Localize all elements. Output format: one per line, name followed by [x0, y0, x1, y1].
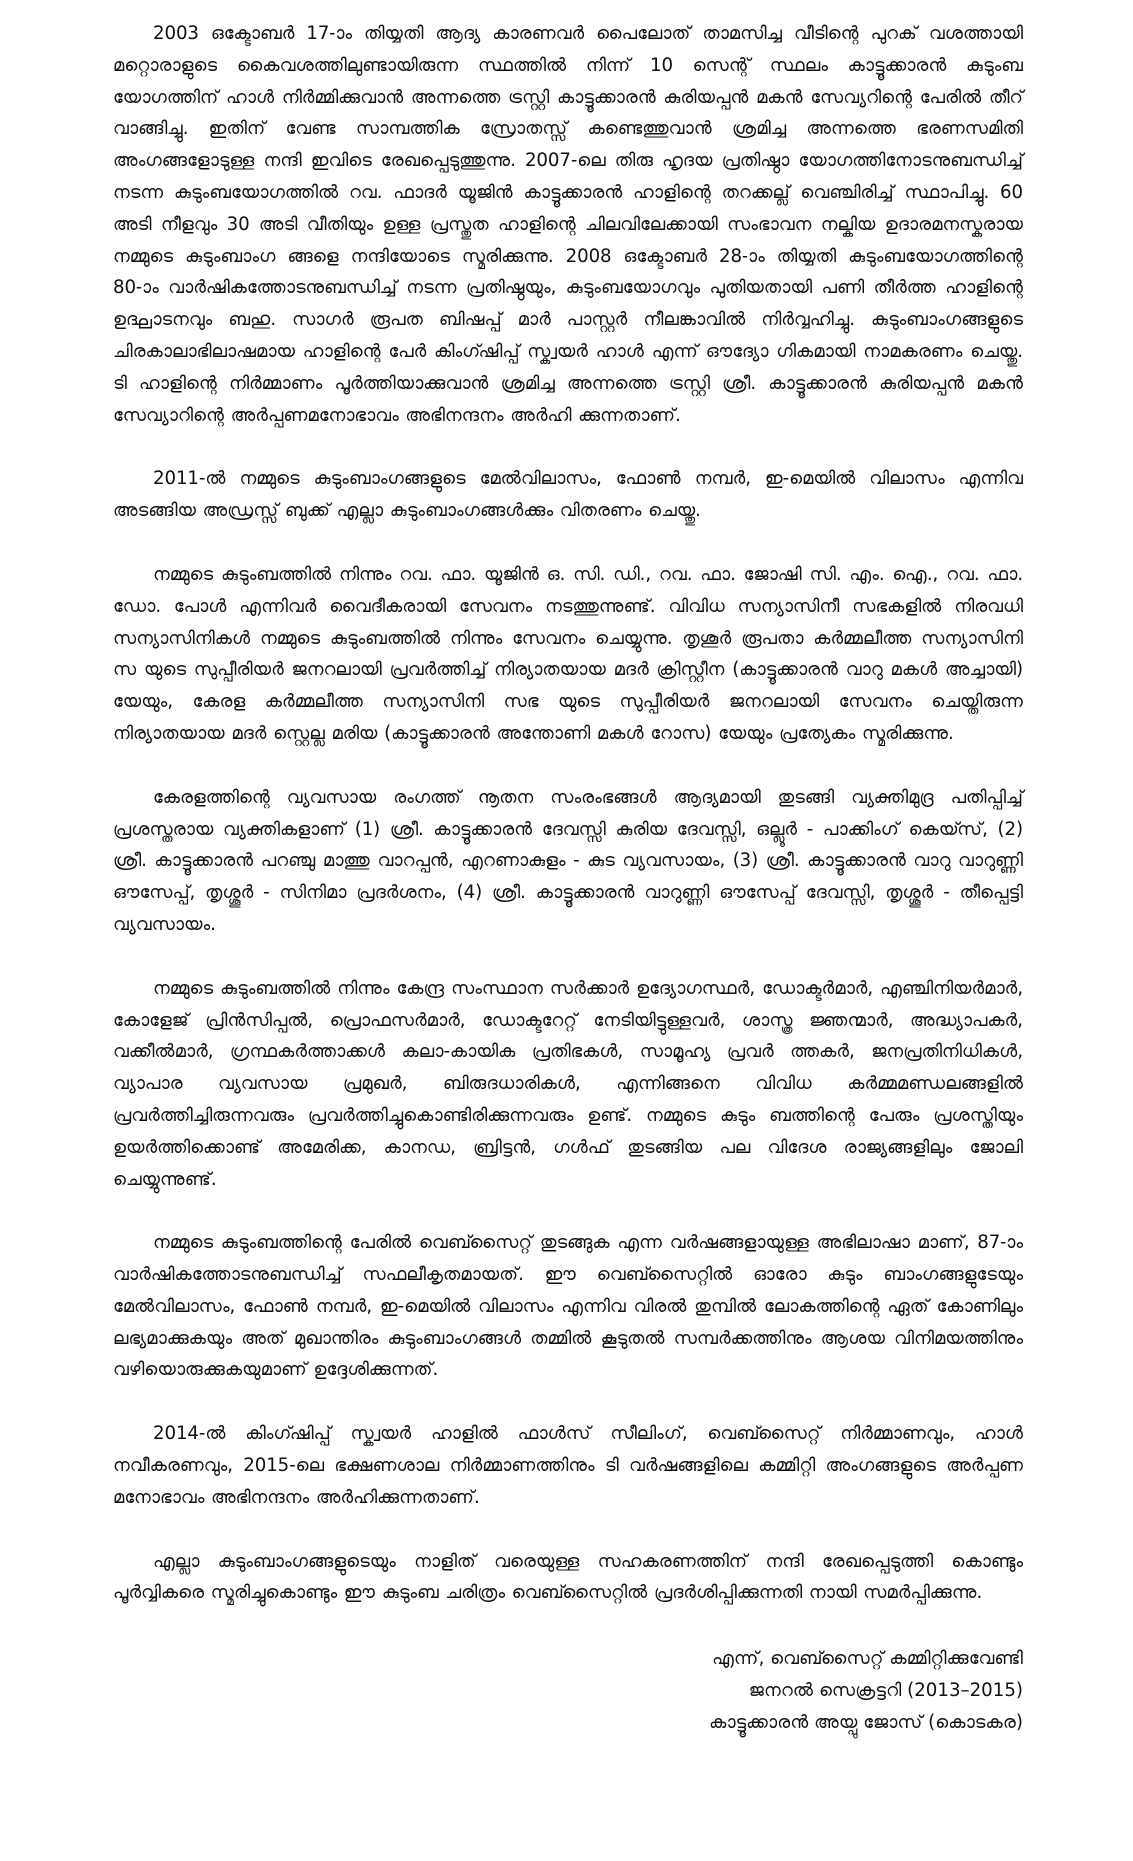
paragraph-hall-history: 2003 ഒക്ടോബർ 17-ാം തിയ്യതി ആദ്യ കാരണവർ പൈലോത് താമസിച്ച വീടിന്റെ പുറക് വശത്തായി മറ്റൊരാളുടെ കൈവശത്തിലുണ്ടായിരുന്ന സ്ഥത്തിൽ നിന്ന് 10 സെന്റ് സ്ഥലം കാട്ടൂക്കാരൻ കുടുംബ യോഗത്തിന് ഹാൾ നിർമ്മിക്കുവാൻ അന്നത്തെ ട്രസ്റ്റി കാട്ടൂക്കാരൻ കുരിയപ്പൻ മകൻ സേവ്യറിന്റെ പേരിൽ തീറ് വാങ്ങിച്ചു. ഇതിന് വേണ്ട സാമ്പത്തിക സ്രോതസ്സ് കണ്ടെത്തുവാൻ ശ്രമിച്ച അന്നത്തെ ഭരണസമിതി അംഗങ്ങളോടുള്ള നന്ദി ഇവിടെ രേഖപ്പെടുത്തുന്നു. 2007-ലെ തിരു ഹൃദയ പ്രതിഷ്ഠാ യോഗത്തിനോടനുബന്ധിച്ച് നടന്ന കുടുംബയോഗത്തിൽ റവ. ഫാദർ യൂജിൻ കാട്ടൂക്കാരൻ ഹാളിന്റെ തറക്കല്ല് വെഞ്ചിരിച്ച് സ്ഥാപിച്ചു. 60 അടി നീളവും 30 അടി വീതിയും ഉള്ള പ്രസ്തുത ഹാളിന്റെ ചിലവിലേക്കായി സംഭാവന നല്കിയ ഉദാരമനസ്കരായ നമ്മുടെ കുടുംബാംഗ ങ്ങളെ നന്ദിയോടെ സ്മരിക്കുന്നു. 2008 ഒക്ടോബർ 28-ാം തിയ്യതി കുടുംബയോഗത്തിന്റെ 80-ാം വാർഷികത്തോടനുബന്ധിച്ച് നടന്ന പ്രതിഷ്ഠയും, കുടുംബയോഗവും പുതിയതായി പണി തീർത്ത ഹാളിന്റെ ഉദ്ഘാടനവും ബഹു. സാഗർ രൂപത ബിഷപ്പ് മാർ പാസ്റ്റർ നീലങ്കാവിൽ നിർവ്വഹിച്ചു. കുടുംബാംഗങ്ങളുടെ ചിരകാലാഭിലാഷമായ ഹാളിന്റെ പേർ കിംഗ്ഷിപ്പ് സ്ക്വയർ ഹാൾ എന്ന് ഔദ്യോ ഗികമായി നാമകരണം ചെയ്തു. ടി ഹാളിന്റെ നിർമ്മാണം പൂർത്തിയാക്കുവാൻ ശ്രമിച്ച അന്നത്തെ ട്രസ്റ്റി ശ്രീ. കാട്ടൂക്കാരൻ കുരിയപ്പൻ മകൻ സേവ്യാറിന്റെ അർപ്പണമനോഭാവം അഭിനന്ദനം അർഹി ക്കുന്നതാണ്. — [113, 23, 1023, 426]
paragraph-professions: നമ്മുടെ കുടുംബത്തിൽ നിന്നും കേന്ദ്ര സംസ്ഥാന സർക്കാർ ഉദ്യോഗസ്ഥർ, ഡോക്ടർമാർ, എഞ്ചിനിയർമാർ, കോളേജ് പ്രിൻസിപ്പൽ, പ്രൊഫസർമാർ, ഡോക്ടറേറ്റ് നേടിയിട്ടുള്ളവർ, ശാസ്ത്ര ജ്ഞന്മാർ, അദ്ധ്യാപകർ, വക്കീൽമാർ, ഗ്രന്ഥകർത്താക്കൾ കലാ-കായിക പ്രതിഭകൾ, സാമൂഹ്യ പ്രവർ ത്തകർ, ജനപ്രതിനിധികൾ, വ്യാപാര വ്യവസായ പ്രമുഖർ, ബിരുദധാരികൾ, എന്നിങ്ങനെ വിവിധ കർമ്മമണ്ഡലങ്ങളിൽ പ്രവർത്തിച്ചിരുന്നവരും പ്രവർത്തിച്ചുകൊണ്ടിരിക്കുന്നവരും ഉണ്ട്. നമ്മുടെ കുടും ബത്തിന്റെ പേരും പ്രശസ്തിയും ഉയർത്തിക്കൊണ്ട് അമേരിക്ക, കാനഡ, ബ്രിട്ടൻ, ഗൾഫ് തുടങ്ങിയ പല വിദേശ രാജ്യങ്ങളിലും ജോലി ചെയ്യുന്നുണ്ട്. — [113, 977, 1023, 1190]
signature-line-committee: എന്ന്, വെബ്സൈറ്റ് കമ്മിറ്റിക്കുവേണ്ടി — [712, 1648, 1023, 1670]
paragraph-industrialists: കേരളത്തിന്റെ വ്യവസായ രംഗത്ത് നൂതന സംരംഭങ്ങൾ ആദ്യമായി തുടങ്ങി വ്യക്തിമുദ്ര പതിപ്പിച്ച് പ്രശസ്തരായ വ്യക്തികളാണ് (1) ശ്രീ. കാട്ടൂക്കാരൻ ദേവസ്സി കുരിയ ദേവസ്സി, ഒല്ലൂർ - പാക്കിംഗ് കെയ്സ്, (2) ശ്രീ. കാട്ടൂക്കാരൻ പറഞ്ചു മാത്തു വാറപ്പൻ, എറണാകുളം - കുട വ്യവസായം, (3) ശ്രീ. കാട്ടൂക്കാരൻ വാറു വാറുണ്ണി ഔസേപ്പ്, തൃശ്ശൂർ - സിനിമാ പ്രദർശനം, (4) ശ്രീ. കാട്ടൂക്കാരൻ വാറുണ്ണി ഔസേപ്പ് ദേവസ്സി, തൃശ്ശൂർ - തീപ്പെട്ടി വ്യവസായം. — [113, 786, 1023, 935]
paragraph-website: നമ്മുടെ കുടുംബത്തിന്റെ പേരിൽ വെബ്സൈറ്റ് തുടങ്ങുക എന്ന വർഷങ്ങളായുള്ള അഭിലാഷാ മാണ്, 87-ാം വാർഷികത്തോടനുബന്ധിച്ച് സഫലീകൃതമായത്. ഈ വെബ്സൈറ്റിൽ ഓരോ കുടും ബാംഗങ്ങളുടേയും മേൽവിലാസം, ഫോൺ നമ്പർ, ഇ-മെയിൽ വിലാസം എന്നിവ വിരൽ തുമ്പിൽ ലോകത്തിന്റെ ഏത് കോണിലും ലഭ്യമാക്കുകയും അത് മുഖാന്തിരം കുടുംബാംഗങ്ങൾ തമ്മിൽ കൂടുതൽ സമ്പർക്കത്തിനും ആശയ വിനിമയത്തിനും വഴിയൊരുക്കുകയുമാണ് ഉദ്ദേശിക്കുന്നത്. — [113, 1232, 1023, 1381]
paragraph-clergy: നമ്മുടെ കുടുംബത്തിൽ നിന്നും റവ. ഫാ. യൂജിൻ ഒ. സി. ഡി., റവ. ഫാ. ജോഷി സി. എം. ഐ., റവ. ഫാ. ഡോ. പോൾ എന്നിവർ വൈദീകരായി സേവനം നടത്തുന്നുണ്ട്. വിവിധ സന്യാസിനീ സഭകളിൽ നിരവധി സന്യാസിനികൾ നമ്മുടെ കുടുംബത്തിൽ നിന്നും സേവനം ചെയ്യുന്നു. തൃശൂർ രൂപതാ കർമ്മലീത്ത സന്യാസിനി സ യുടെ സുപ്പീരിയർ ജനറലായി പ്രവർത്തിച്ച് നിര്യാതയായ മദർ ക്രിസ്റ്റീന (കാട്ടൂക്കാരൻ വാറു മകൾ അച്ചായി) യേയും, കേരള കർമ്മലീത്ത സന്യാസിനി സഭ യുടെ സുപ്പീരിയർ ജനറലായി സേവനം ചെയ്തിരുന്ന നിര്യാതയായ മദർ സ്റ്റെല്ല മരിയ (കാട്ടൂക്കാരൻ അന്തോണി മകൾ റോസ) യേയും പ്രത്യേകം സ്മരിക്കുന്നു. — [113, 563, 1023, 744]
paragraph-renovation: 2014-ൽ കിംഗ്ഷിപ്പ് സ്ക്വയർ ഹാളിൽ ഫാൾസ് സീലിംഗ്, വെബ്സൈറ്റ് നിർമ്മാണവും, ഹാൾ നവീകരണവും, 2015-ലെ ഭക്ഷണശാല നിർമ്മാണത്തിനും ടി വർഷങ്ങളിലെ കമ്മിറ്റി അംഗങ്ങളുടെ അർപ്പണ മനോഭാവം അഭിനന്ദനം അർഹിക്കുന്നതാണ്. — [113, 1423, 1023, 1508]
paragraph-address-book: 2011-ൽ നമ്മുടെ കുടുംബാംഗങ്ങളുടെ മേൽവിലാസം, ഫോൺ നമ്പർ, ഇ-മെയിൽ വിലാസം എന്നിവ അടങ്ങിയ അഡ്രസ്സ് ബുക്ക് എല്ലാ കുടുംബാംഗങ്ങൾക്കും വിതരണം ചെയ്തു. — [113, 468, 1023, 522]
signature-line-title: ജനറൽ സെക്രട്ടറി (2013–2015) — [748, 1680, 1023, 1702]
signature-block — [113, 1643, 1023, 1738]
signature-line-name: കാട്ടൂക്കാരൻ അയ്പു ജോസ് (കൊടകര) — [709, 1711, 1023, 1733]
paragraph-dedication: എല്ലാ കുടുംബാംഗങ്ങളുടെയും നാളിത് വരെയുള്ള സഹകരണത്തിന് നന്ദി രേഖപ്പെടുത്തി കൊണ്ടും പൂർവ്വികരെ സ്മരിച്ചുകൊണ്ടും ഈ കുടുംബ ചരിത്രം വെബ്സൈറ്റിൽ പ്രദർശിപ്പിക്കുന്നതി നായി സമർപ്പിക്കുന്നു. — [113, 1550, 1023, 1604]
